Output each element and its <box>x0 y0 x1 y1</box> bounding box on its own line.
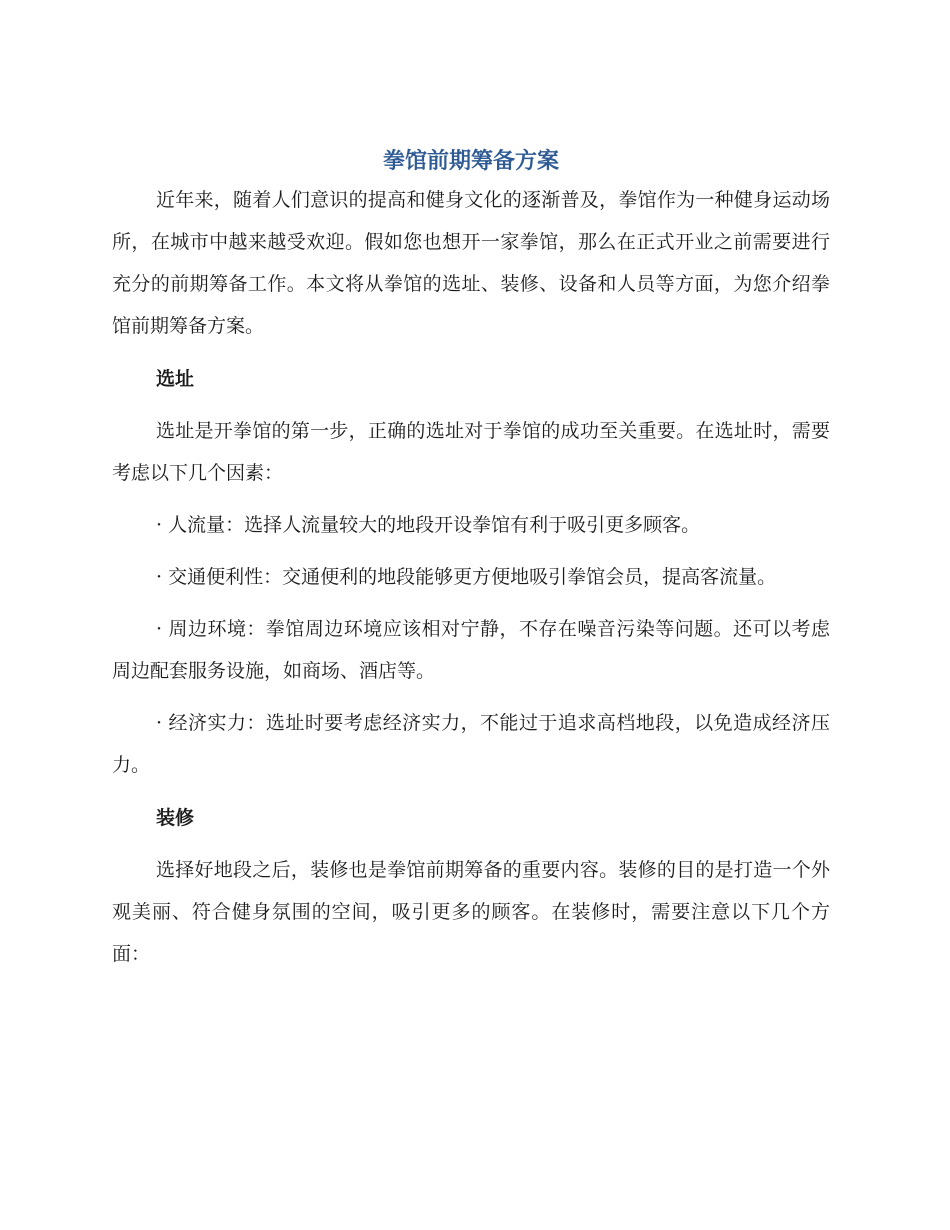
bullet-economic-strength: · 经济实力：选址时要考虑经济实力，不能过于追求高档地段，以免造成经济压力。 <box>112 712 830 776</box>
bullet-surroundings: · 周边环境：拳馆周边环境应该相对宁静，不存在噪音污染等问题。还可以考虑周边配套服务设施，如商场、酒店等。 <box>112 618 830 682</box>
bullet-foot-traffic: · 人流量：选择人流量较大的地段开设拳馆有利于吸引更多顾客。 <box>156 514 701 536</box>
document-body <box>112 145 830 975</box>
site-selection-paragraph: 选址是开拳馆的第一步，正确的选址对于拳馆的成功至关重要。在选址时，需要考虑以下几个因素： <box>112 420 830 484</box>
section-heading-decoration: 装修 <box>156 807 195 829</box>
intro-paragraph: 近年来，随着人们意识的提高和健身文化的逐渐普及，拳馆作为一种健身运动场所，在城市中越来越受欢迎。假如您也想开一家拳馆，那么在正式开业之前需要进行充分的前期筹备工作。本文将从拳馆的选址、装修、设备和人员等方面，为您介绍拳馆前期筹备方案。 <box>112 189 830 337</box>
decoration-paragraph: 选择好地段之后，装修也是拳馆前期筹备的重要内容。装修的目的是打造一个外观美丽、符合健身氛围的空间，吸引更多的顾客。在装修时，需要注意以下几个方面： <box>112 859 830 965</box>
document-title: 拳馆前期筹备方案 <box>382 149 559 174</box>
bullet-transport-convenience: · 交通便利性：交通便利的地段能够更方便地吸引拳馆会员，提高客流量。 <box>156 566 777 588</box>
section-heading-site-selection: 选址 <box>156 368 195 390</box>
